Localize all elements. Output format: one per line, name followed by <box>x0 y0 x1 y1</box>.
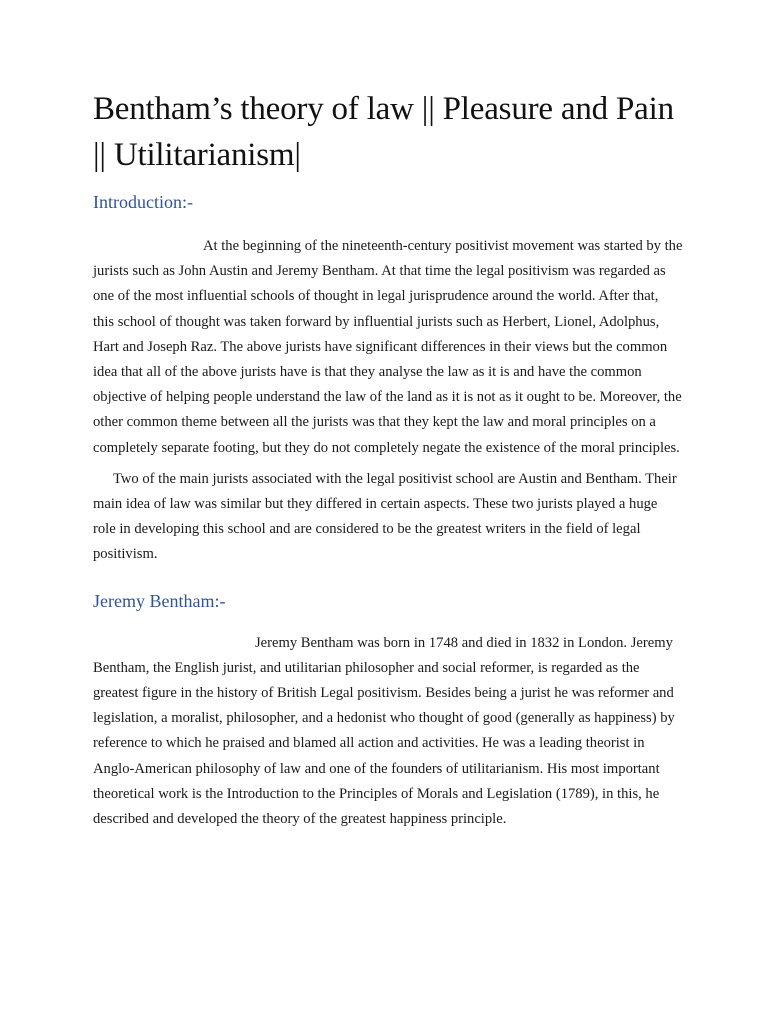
section-heading-introduction: Introduction:- <box>93 192 193 212</box>
document-page <box>93 86 683 832</box>
paragraph-introduction-1: At the beginning of the nineteenth-century positivist movement was started by the jurists such as John Austin and Jeremy Bentham. At that time the legal positivism was regarded as one of the most influential schools of thought in legal jurisprudence around the world. After that, this school of thought was taken forward by influential jurists such as Herbert, Lionel, Adolphus, Hart and Joseph Raz. The above jurists have significant differences in their views but the common idea that all of the above jurists have is that they analyse the law as it is and have the common objective of helping people understand the law of the land as it is not as it ought to be. Moreover, the other common theme between all the jurists was that they kept the law and moral principles on a completely separate footing, but they do not completely negate the existence of the moral principles. <box>93 238 683 456</box>
paragraph-introduction-2: Two of the main jurists associated with the legal positivist school are Austin and Bentham. Their main idea of law was similar but they differed in certain aspects. These two jurists played a huge role in developing this school and are considered to be the greatest writers in the field of legal positivism. <box>93 470 677 563</box>
paragraph-jeremy-bentham-1: Jeremy Bentham was born in 1748 and died in 1832 in London. Jeremy Bentham, the English jurist, and utilitarian philosopher and social reformer, is regarded as the greatest figure in the history of British Legal positivism. Besides being a jurist he was reformer and legislation, a moralist, philosopher, and a hedonist who thought of good (generally as happiness) by reference to which he praised and blamed all action and activities. He was a leading theorist in Anglo-American philosophy of law and one of the founders of utilitarianism. His most important theoretical work is the Introduction to the Principles of Morals and Legislation (1789), in this, he described and developed the theory of the greatest happiness principle. <box>93 634 675 828</box>
document-title: Bentham’s theory of law || Pleasure and Pain || Utilitarianism| <box>93 91 674 173</box>
section-heading-jeremy-bentham: Jeremy Bentham:- <box>93 590 226 611</box>
